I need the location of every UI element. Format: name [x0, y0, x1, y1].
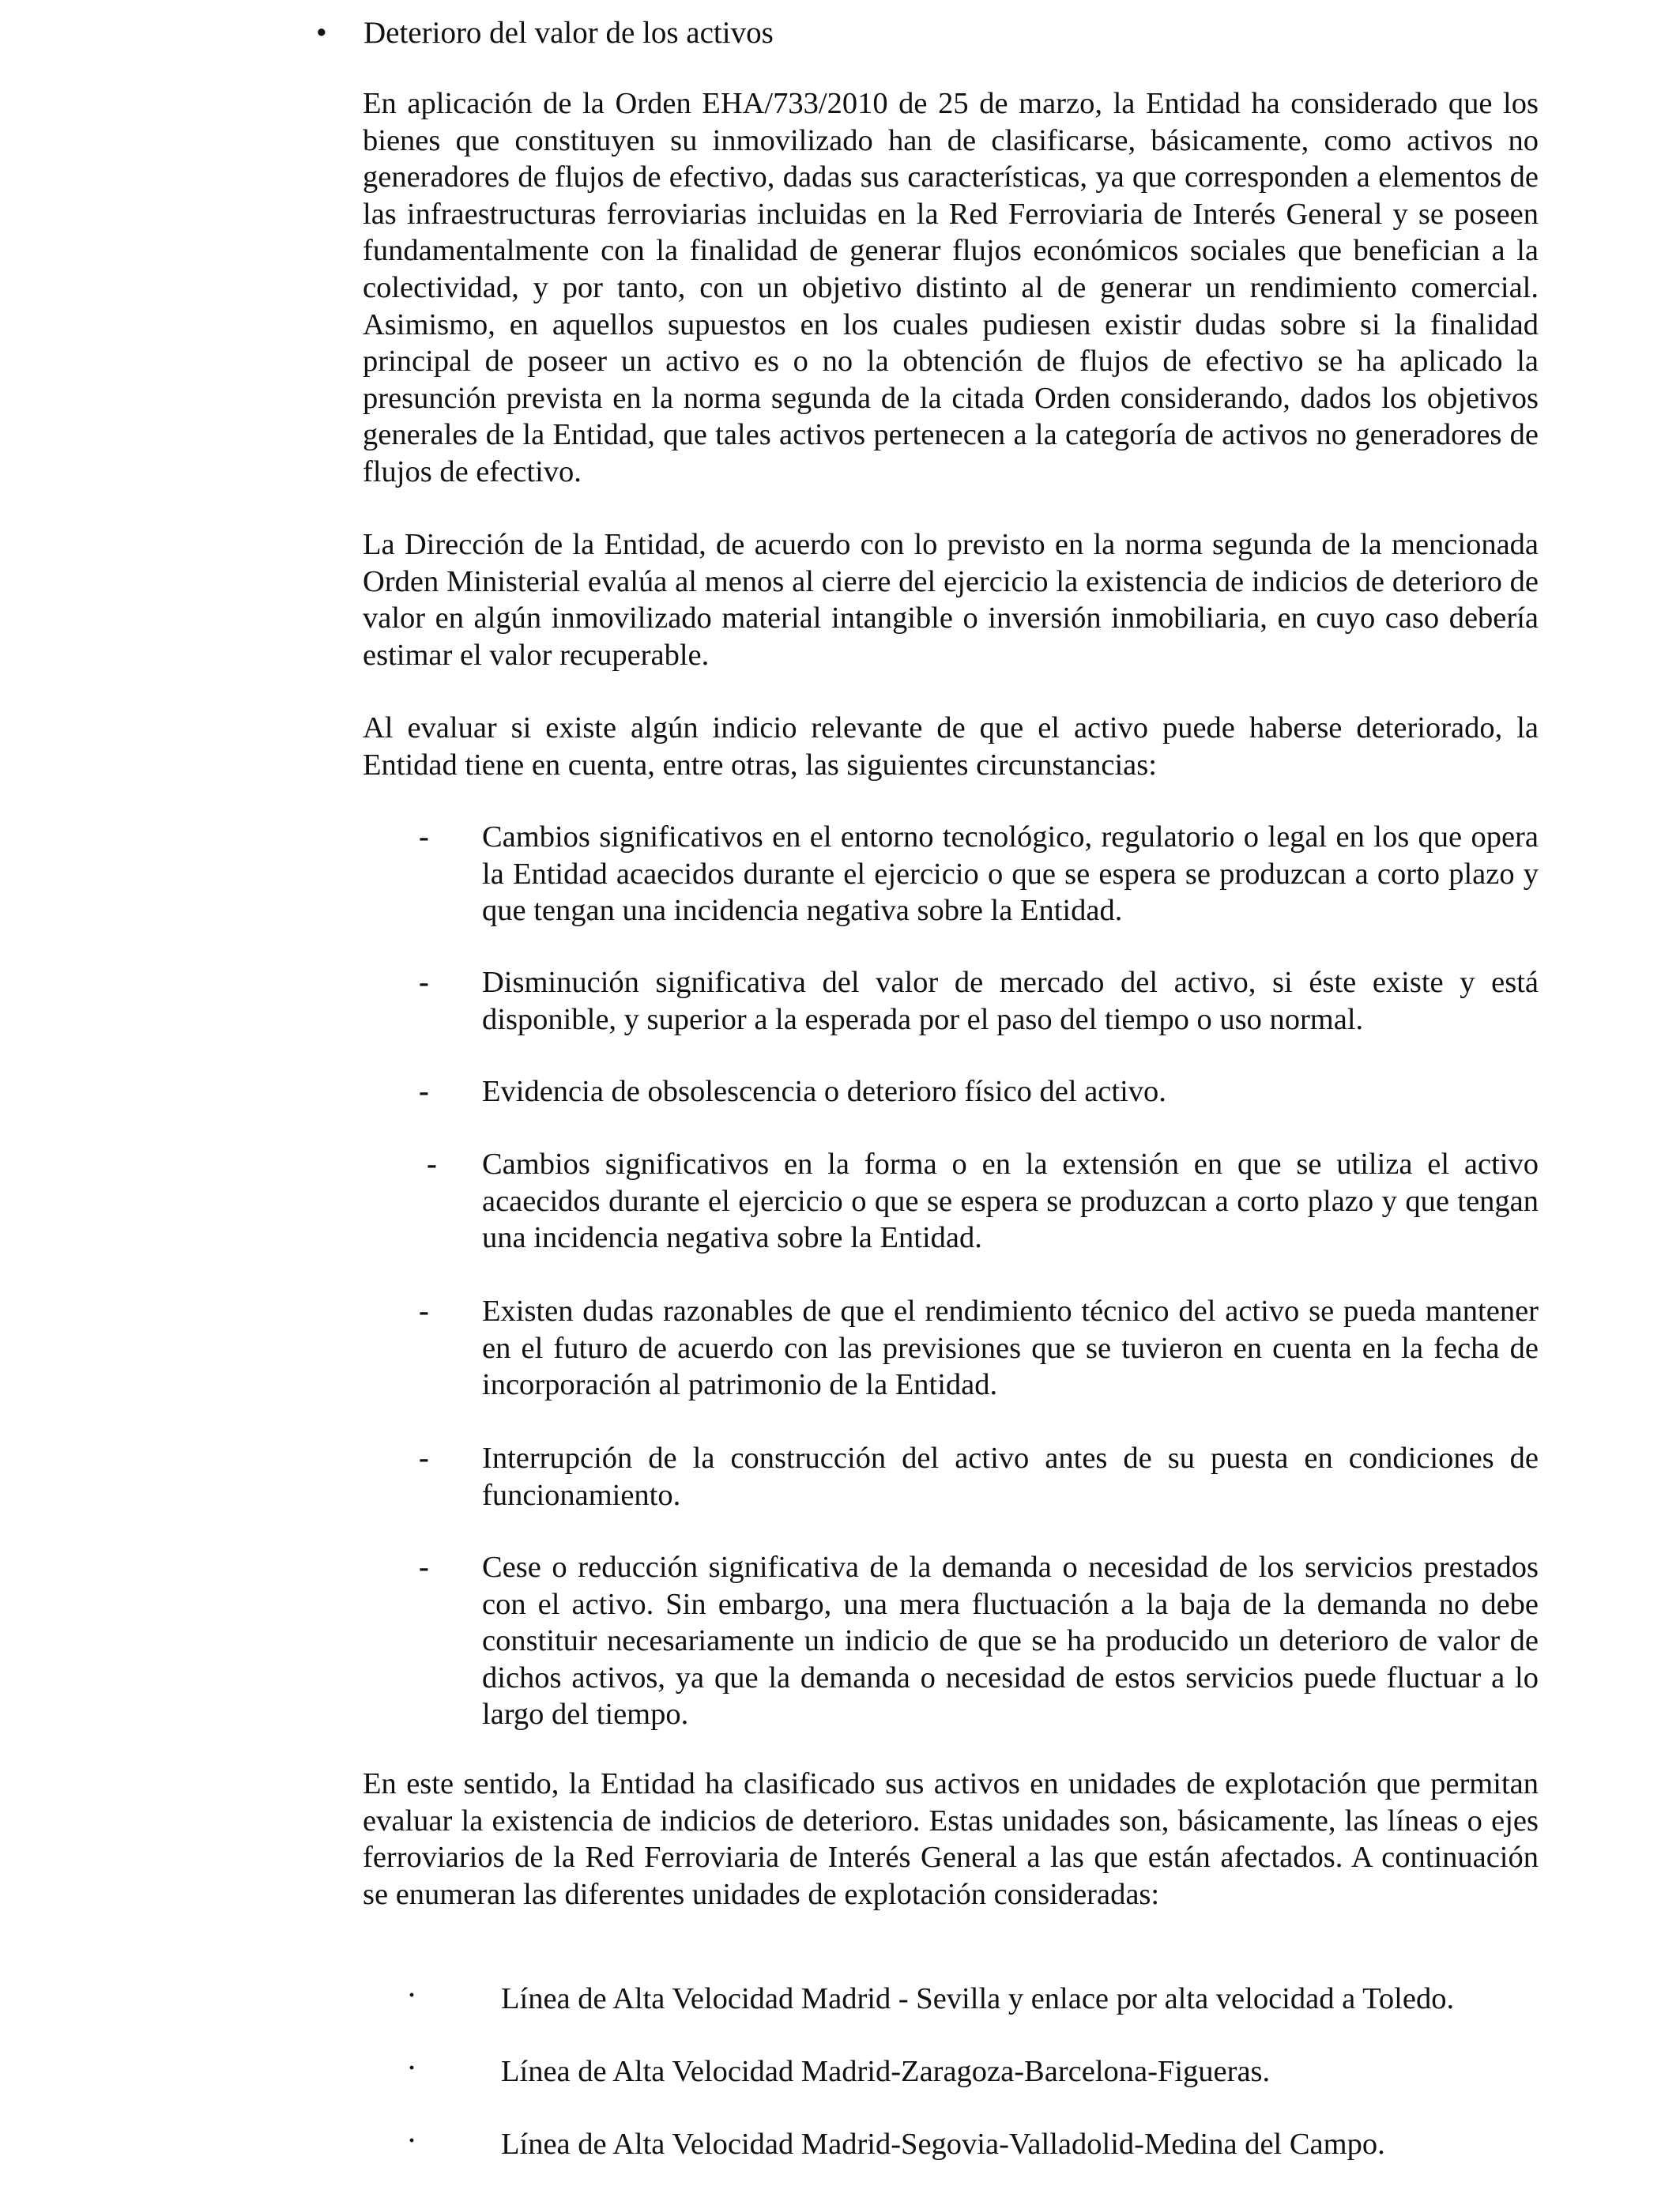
paragraph-orden-eha: En aplicación de la Orden EHA/733/2010 de 25 de marzo, la Entidad ha considerado que los bienes que constituyen su inmovilizado han de clasificarse, básicamente, como activos no generadores de flujos de efectivo, dadas sus características, ya que corresponden a elementos de las infraestructuras ferroviarias incluidas en la Red Ferroviaria de Interés General y se poseen fundamentalmente con la finalidad de generar flujos económicos sociales que benefician a la colectividad, y por tanto, con un objetivo distinto al de generar un rendimiento comercial. Asimismo, en aquellos supuestos en los cuales pudiesen existir dudas sobre si la finalidad principal de poseer un activo es o no la obtención de flujos de efectivo se ha aplicado la presunción prevista en la norma segunda de la citada Orden considerando, dados los objetivos generales de la Entidad, que tales activos pertenecen a la categoría de activos no generadores de flujos de efectivo. [363, 87, 1539, 488]
dot-marker: · [408, 2128, 416, 2154]
unit-item [408, 2053, 1546, 2090]
unit-item [408, 1981, 1546, 2017]
dash-marker: - [419, 966, 429, 999]
circumstance-text: Disminución significativa del valor de mercado del activo, si éste existe y está disponible, y superior a la esperada por el paso del tiempo o uso normal. [482, 966, 1539, 1036]
circumstance-text: Cese o reducción significativa de la demanda o necesidad de los servicios prestados con el activo. Sin embargo, una mera fluctuación a la baja de la demanda no debe constituir necesariamente un indicio de que se ha producido un deterioro de valor de dichos activos, ya que la demanda o necesidad de estos servicios puede fluctuar a lo largo del tiempo. [482, 1551, 1539, 1732]
circumstance-text: Evidencia de obsolescencia o deterioro físico del activo. [482, 1075, 1166, 1108]
unit-item [408, 2126, 1546, 2162]
dash-marker: - [427, 1148, 437, 1181]
bullet-icon: • [316, 16, 327, 50]
dash-marker: - [419, 820, 429, 854]
paragraph-direccion: La Dirección de la Entidad, de acuerdo con lo previsto en la norma segunda de la mencionada Orden Ministerial evalúa al menos al cierre del ejercicio la existencia de indicios de deterioro de valor en algún inmovilizado material intangible o inversión inmobiliaria, en cuyo caso debería estimar el valor recuperable. [363, 528, 1539, 672]
unit-text: Línea de Alta Velocidad Madrid-Segovia-Valladolid-Medina del Campo. [501, 2128, 1385, 2161]
circumstance-text: Cambios significativos en la forma o en la extensión en que se utiliza el activo acaecidos durante el ejercicio o que se espera se produzcan a corto plazo y que tengan una incidencia negativa sobre la Entidad. [482, 1148, 1539, 1255]
circumstance-item [419, 1293, 1539, 1404]
circumstance-text: Existen dudas razonables de que el rendimiento técnico del activo se pueda mantener en el futuro de acuerdo con las previsiones que se tuvieron en cuenta en la fecha de incorporación al patrimonio de la Entidad. [482, 1295, 1539, 1402]
dash-marker: - [419, 1442, 429, 1475]
section-title: Deterioro del valor de los activos [363, 16, 774, 50]
circumstance-item [419, 964, 1539, 1038]
paragraph-evaluar: Al evaluar si existe algún indicio relevante de que el activo puede haberse deteriorado, la Entidad tiene en cuenta, entre otras, las siguientes circunstancias: [363, 711, 1539, 782]
circumstance-text: Cambios significativos en el entorno tecnológico, regulatorio o legal en los que opera la Entidad acaecidos durante el ejercicio o que se espera se produzcan a corto plazo y que tengan una incidencia negativa sobre la Entidad. [482, 820, 1539, 928]
circumstance-item [419, 1440, 1539, 1514]
paragraph-unidades: En este sentido, la Entidad ha clasificado sus activos en unidades de explotación que permitan evaluar la existencia de indicios de deterioro. Estas unidades son, básicamente, las líneas o ejes ferroviarios de la Red Ferroviaria de Interés General a las que están afectados. A continuación se enumeran las diferentes unidades de explotación consideradas: [363, 1767, 1539, 1911]
dash-marker: - [419, 1075, 429, 1108]
circumstance-item [419, 1073, 1539, 1110]
dot-marker: · [408, 1982, 416, 2008]
circumstance-item [419, 819, 1539, 929]
section-heading [316, 13, 1541, 54]
unit-text: Línea de Alta Velocidad Madrid - Sevilla y enlace por alta velocidad a Toledo. [501, 1982, 1455, 2015]
dash-marker: - [419, 1551, 429, 1584]
circumstance-item [419, 1146, 1539, 1257]
dot-marker: · [408, 2055, 416, 2081]
dash-marker: - [419, 1295, 429, 1328]
unit-text: Línea de Alta Velocidad Madrid-Zaragoza-Barcelona-Figueras. [501, 2055, 1271, 2088]
circumstance-text: Interrupción de la construcción del activo antes de su puesta en condiciones de funcionamiento. [482, 1442, 1539, 1512]
circumstance-item [419, 1549, 1539, 1733]
